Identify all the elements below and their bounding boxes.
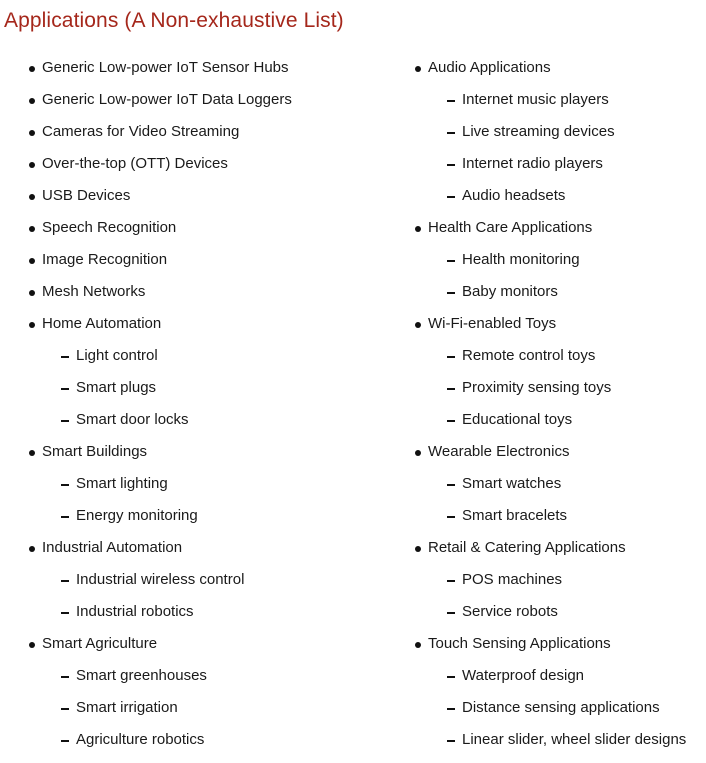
sub-list-item: Proximity sensing toys	[412, 372, 686, 404]
sub-list-item: Remote control toys	[412, 340, 686, 372]
list-item: Mesh Networks	[26, 276, 292, 308]
sub-list-item: Industrial wireless control	[26, 564, 292, 596]
list-item: Industrial Automation	[26, 532, 292, 564]
list-item: Wi-Fi-enabled Toys	[412, 308, 686, 340]
list-item: Home Automation	[26, 308, 292, 340]
list-item: Cameras for Video Streaming	[26, 116, 292, 148]
applications-list-left	[26, 52, 292, 756]
list-item: Health Care Applications	[412, 212, 686, 244]
sub-list-item: Health monitoring	[412, 244, 686, 276]
list-item: Touch Sensing Applications	[412, 628, 686, 660]
sub-list-item: Smart greenhouses	[26, 660, 292, 692]
list-item: Smart Agriculture	[26, 628, 292, 660]
sub-list-item: Light control	[26, 340, 292, 372]
sub-list-item: Smart lighting	[26, 468, 292, 500]
applications-list-right	[412, 52, 686, 756]
list-item: Audio Applications	[412, 52, 686, 84]
sub-list-item: Distance sensing applications	[412, 692, 686, 724]
list-item: Retail & Catering Applications	[412, 532, 686, 564]
sub-list-item: Internet radio players	[412, 148, 686, 180]
sub-list-item: Smart irrigation	[26, 692, 292, 724]
list-item: Speech Recognition	[26, 212, 292, 244]
list-item: USB Devices	[26, 180, 292, 212]
list-item: Generic Low-power IoT Data Loggers	[26, 84, 292, 116]
list-item: Over-the-top (OTT) Devices	[26, 148, 292, 180]
sub-list-item: Smart plugs	[26, 372, 292, 404]
list-item: Smart Buildings	[26, 436, 292, 468]
sub-list-item: Energy monitoring	[26, 500, 292, 532]
sub-list-item: Live streaming devices	[412, 116, 686, 148]
sub-list-item: Service robots	[412, 596, 686, 628]
page-title: Applications (A Non-exhaustive List)	[4, 9, 344, 32]
list-item: Generic Low-power IoT Sensor Hubs	[26, 52, 292, 84]
sub-list-item: Internet music players	[412, 84, 686, 116]
sub-list-item: Industrial robotics	[26, 596, 292, 628]
sub-list-item: Educational toys	[412, 404, 686, 436]
sub-list-item: Audio headsets	[412, 180, 686, 212]
sub-list-item: Waterproof design	[412, 660, 686, 692]
sub-list-item: Linear slider, wheel slider designs	[412, 724, 686, 756]
sub-list-item: Smart watches	[412, 468, 686, 500]
list-item: Image Recognition	[26, 244, 292, 276]
list-item: Wearable Electronics	[412, 436, 686, 468]
sub-list-item: Baby monitors	[412, 276, 686, 308]
sub-list-item: Smart bracelets	[412, 500, 686, 532]
sub-list-item: Smart door locks	[26, 404, 292, 436]
sub-list-item: Agriculture robotics	[26, 724, 292, 756]
sub-list-item: POS machines	[412, 564, 686, 596]
